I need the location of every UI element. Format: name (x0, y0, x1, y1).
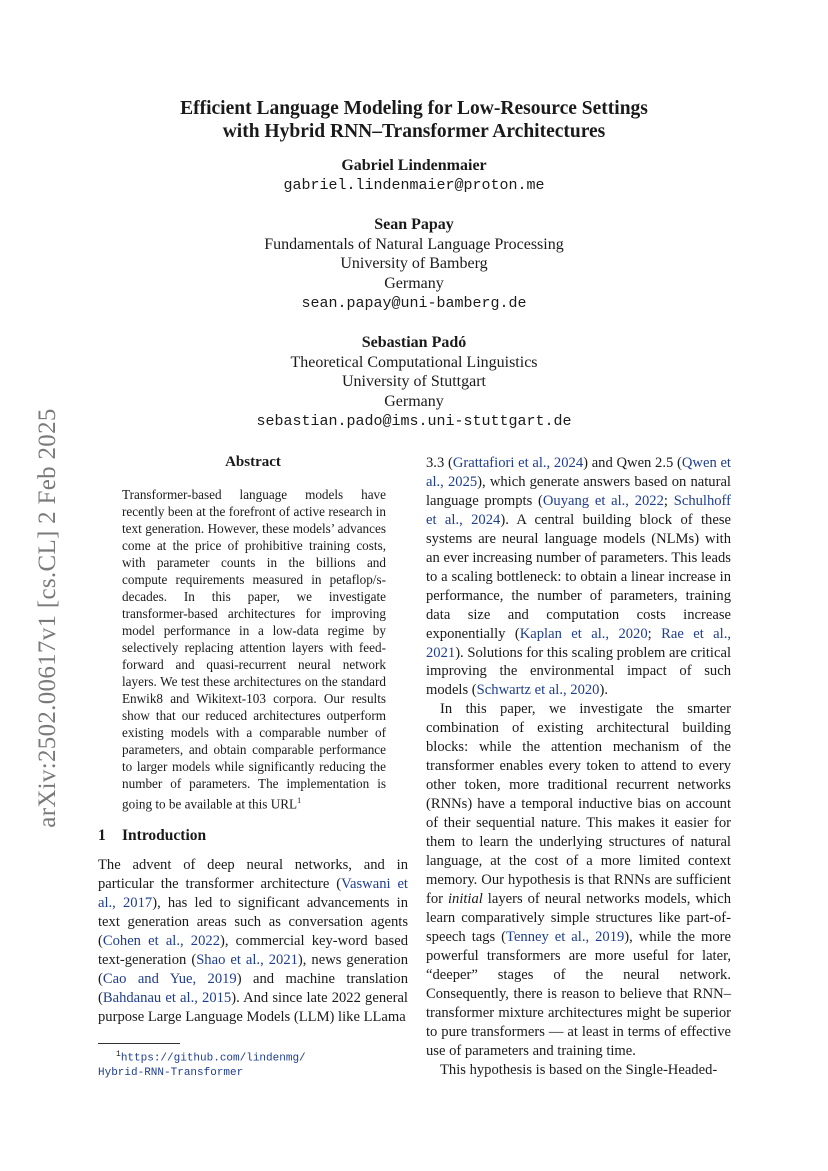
author-list (0, 156, 828, 451)
author-affiliation: University of Bamberg (340, 255, 488, 273)
footnote-url-continued[interactable]: Hybrid-RNN-Transformer (98, 1066, 244, 1079)
citation-link[interactable]: Shao et al., 2021 (196, 952, 298, 969)
text-run: The advent of deep neural networks, and in particular the transformer architecture ( (98, 857, 408, 893)
text-run: ), while the more powerful transformers are more useful for later, “deeper” stages of the neural network. Consequently, there is reason to believe that RNN–transformer mixture architectures might be superior to pure transformers — at least in terms of effective use of parameters and training time. (426, 928, 731, 1059)
abstract-text: Transformer-based language models have recently been at the forefront of active research in text generation. However, these models’ advances come at the price of prohibitive training costs, with parameter counts in the billions and compute requirements measured in petaflop/s-decades. In this paper, we investigate transformer-based architectures for improving model performance in a low-data regime by selectively replacing attention layers with feed-forward and quasi-recurrent neural network layers. We test these architectures on the standard Enwik8 and Wikitext-103 corpora. Our results show that our reduced architectures outperform existing models with a comparable number of parameters, and obtain comparable performance to larger models while significantly reducing the number of parameters. The implementation is going to be available at this URL (122, 487, 386, 812)
emphasis: initial (447, 890, 483, 907)
citation-link[interactable]: Kaplan et al., 2020 (519, 625, 648, 642)
citation-link[interactable]: Tenney et al., 2019 (506, 928, 625, 945)
text-run: ), commercial key-word based text-generation ( (98, 933, 408, 969)
text-run: ; (663, 492, 674, 509)
abstract-body (122, 486, 386, 812)
title-line-1: Efficient Language Modeling for Low-Resource Settings (180, 98, 648, 119)
author-country: Germany (384, 274, 444, 292)
left-column (98, 452, 408, 1027)
footnote-divider (98, 1043, 180, 1044)
author-name: Gabriel Lindenmaier (341, 157, 487, 174)
title-line-2: with Hybrid RNN–Transformer Architectures (222, 121, 606, 142)
intro-paragraph-1 (98, 856, 408, 1027)
citation-link[interactable]: Cao and Yue, 2019 (102, 971, 237, 988)
author-block-1 (0, 156, 828, 195)
text-run: ), which generate answers based on natural language prompts ( (426, 473, 731, 509)
citation-link[interactable]: Grattafiori et al., 2024 (452, 455, 584, 471)
text-run: ). (599, 682, 608, 699)
author-email[interactable]: sebastian.pado@ims.uni-stuttgart.de (256, 412, 572, 430)
footnote-marker[interactable]: 1 (297, 796, 302, 805)
author-block-3 (0, 333, 828, 431)
text-run: ). A central building block of these systems are neural language models (NLMs) with an ever increasing number of parameters. This leads to a scaling bottleneck: to obtain a linear increase in performance, the number of parameters, training data size and computation costs increase exponentially ( (426, 511, 731, 642)
section-title: Introduction (122, 827, 207, 845)
citation-link[interactable]: Rae et al., 2021 (426, 625, 731, 661)
text-run: ; (647, 625, 662, 642)
citation-link[interactable]: Schwartz et al., 2020 (476, 682, 600, 699)
intro-paragraph-3: This hypothesis is based on the Single-Headed- (440, 1061, 718, 1078)
citation-link[interactable]: Qwen et al., 2025 (426, 455, 731, 490)
footnote (98, 1048, 398, 1080)
paper-title (0, 97, 828, 143)
text-run: 3.3 ( (426, 455, 453, 471)
citation-link[interactable]: Bahdanau et al., 2015 (102, 990, 232, 1007)
intro-paragraph-1-continued (426, 454, 731, 700)
author-email[interactable]: sean.papay@uni-bamberg.de (301, 294, 527, 312)
footnote-url[interactable]: https://github.com/lindenmg/ (120, 1052, 306, 1065)
author-name: Sean Papay (374, 216, 454, 234)
abstract-heading: Abstract (225, 454, 281, 470)
text-run: ), has led to significant advancements in text generation areas such as conversation agents ( (98, 895, 408, 950)
text-run: ). And since late 2022 general purpose Large Language Models (LLM) like LLama (98, 990, 408, 1026)
text-run: layers of neural networks models, which learn comparatively simple structures like part-of-speech tags ( (426, 890, 731, 945)
section-heading-introduction (98, 826, 408, 846)
section-number: 1 (98, 827, 106, 845)
right-column (426, 454, 731, 1079)
author-affiliation: Theoretical Computational Linguistics (290, 353, 538, 371)
intro-paragraph-2 (426, 700, 731, 1060)
text-run: In this paper, we investigate the smarter combination of existing architectural building blocks: while the attention mechanism of the transformer enables every token to attend to every other token, more traditional recurrent networks (RNNs) have a temporal inductive bias on account of their sequential nature. This makes it easier for them to learn the underlying structures of natural language, at the cost of a more limited context memory. Our hypothesis is that RNNs are sufficient for (426, 701, 731, 907)
author-block-2 (0, 215, 828, 313)
citation-link[interactable]: Schulhoff et al., 2024 (426, 492, 732, 528)
author-affiliation: Fundamentals of Natural Language Processing (264, 235, 564, 253)
text-run: ), news generation ( (98, 952, 409, 988)
footnote-number: 1 (116, 1050, 121, 1059)
text-run: ) and Qwen 2.5 ( (583, 455, 682, 471)
citation-link[interactable]: Vaswani et al., 2017 (98, 876, 408, 912)
author-affiliation: University of Stuttgart (342, 373, 486, 391)
text-run: ). Solutions for this scaling problem are critical improving the environmental impact of such models ( (426, 644, 731, 699)
author-country: Germany (384, 392, 444, 410)
author-email[interactable]: gabriel.lindenmaier@proton.me (283, 176, 545, 194)
citation-link[interactable]: Ouyang et al., 2022 (542, 492, 664, 509)
citation-link[interactable]: Cohen et al., 2022 (102, 933, 220, 950)
author-name: Sebastian Padó (361, 334, 467, 352)
text-run: ) and machine translation ( (98, 971, 408, 1007)
arxiv-stamp: arXiv:2502.00617v1 [cs.CL] 2 Feb 2025 (34, 408, 61, 828)
